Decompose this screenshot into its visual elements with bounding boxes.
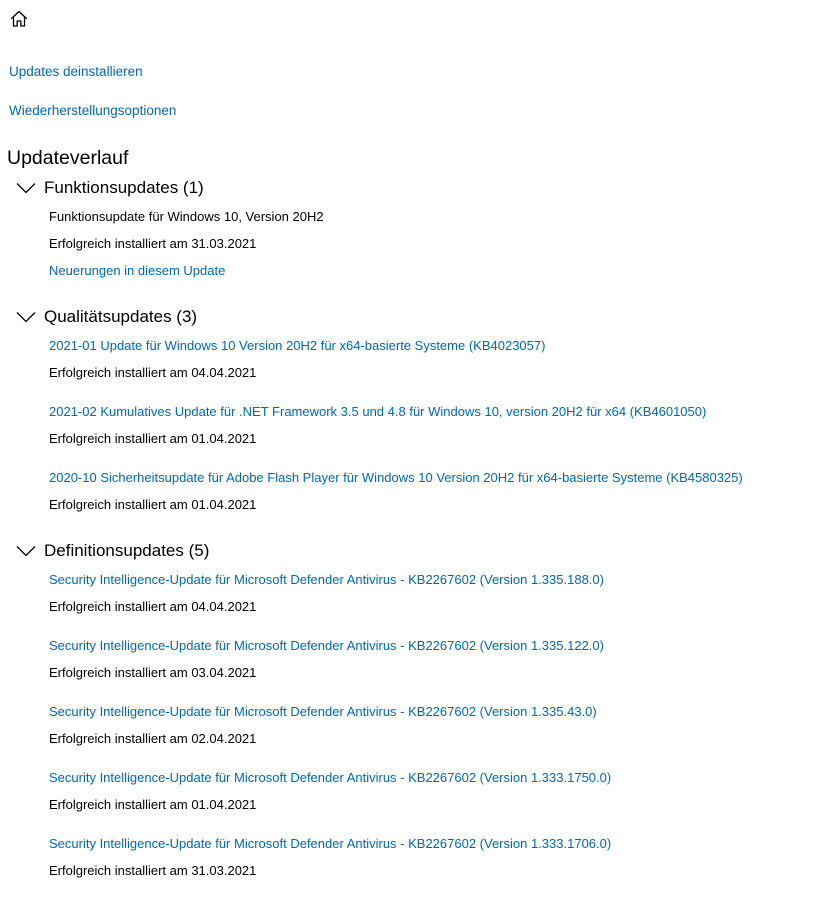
update-status: Erfolgreich installiert am 03.04.2021 [49,665,257,680]
whats-new-link[interactable]: Neuerungen in diesem Update [49,263,226,278]
home-button[interactable] [9,9,29,29]
update-link[interactable]: 2020-10 Sicherheitsupdate für Adobe Flash Player für Windows 10 Version 20H2 für x64-basierte Systeme (KB4580325) [49,470,743,485]
update-status: Erfolgreich installiert am 02.04.2021 [49,731,257,746]
section-quality-updates[interactable] [16,306,197,328]
section-title: Funktionsupdates (1) [44,178,204,197]
chevron-down-icon [16,545,36,557]
recovery-options-link[interactable]: Wiederherstellungsoptionen [9,103,177,118]
update-link[interactable]: Security Intelligence-Update für Microsoft Defender Antivirus - KB2267602 (Version 1.335.43.0) [49,704,597,719]
update-status: Erfolgreich installiert am 31.03.2021 [49,863,257,878]
section-feature-updates[interactable] [16,177,204,199]
section-title: Qualitätsupdates (3) [44,307,198,326]
update-status: Erfolgreich installiert am 31.03.2021 [49,236,257,251]
update-link[interactable]: Security Intelligence-Update für Microsoft Defender Antivirus - KB2267602 (Version 1.333.1750.0) [49,770,612,785]
page-title: Updateverlauf [7,147,129,169]
uninstall-updates-link[interactable]: Updates deinstallieren [9,64,143,79]
update-link[interactable]: Security Intelligence-Update für Microsoft Defender Antivirus - KB2267602 (Version 1.333.1706.0) [49,836,612,851]
home-icon [9,9,29,29]
update-link[interactable]: 2021-01 Update für Windows 10 Version 20H2 für x64-basierte Systeme (KB4023057) [49,338,546,353]
update-status: Erfolgreich installiert am 01.04.2021 [49,497,257,512]
update-status: Erfolgreich installiert am 04.04.2021 [49,365,257,380]
update-link[interactable]: Security Intelligence-Update für Microsoft Defender Antivirus - KB2267602 (Version 1.335.188.0) [49,572,604,587]
chevron-down-icon [16,311,36,323]
update-status: Erfolgreich installiert am 04.04.2021 [49,599,257,614]
chevron-down-icon [16,182,36,194]
section-definition-updates[interactable] [16,540,209,562]
update-name: Funktionsupdate für Windows 10, Version 20H2 [49,209,324,224]
update-status: Erfolgreich installiert am 01.04.2021 [49,797,257,812]
update-link[interactable]: 2021-02 Kumulatives Update für .NET Framework 3.5 und 4.8 für Windows 10, version 20H2 für x64 (KB4601050) [49,404,707,419]
update-link[interactable]: Security Intelligence-Update für Microsoft Defender Antivirus - KB2267602 (Version 1.335.122.0) [49,638,604,653]
section-title: Definitionsupdates (5) [44,541,210,560]
update-status: Erfolgreich installiert am 01.04.2021 [49,431,257,446]
